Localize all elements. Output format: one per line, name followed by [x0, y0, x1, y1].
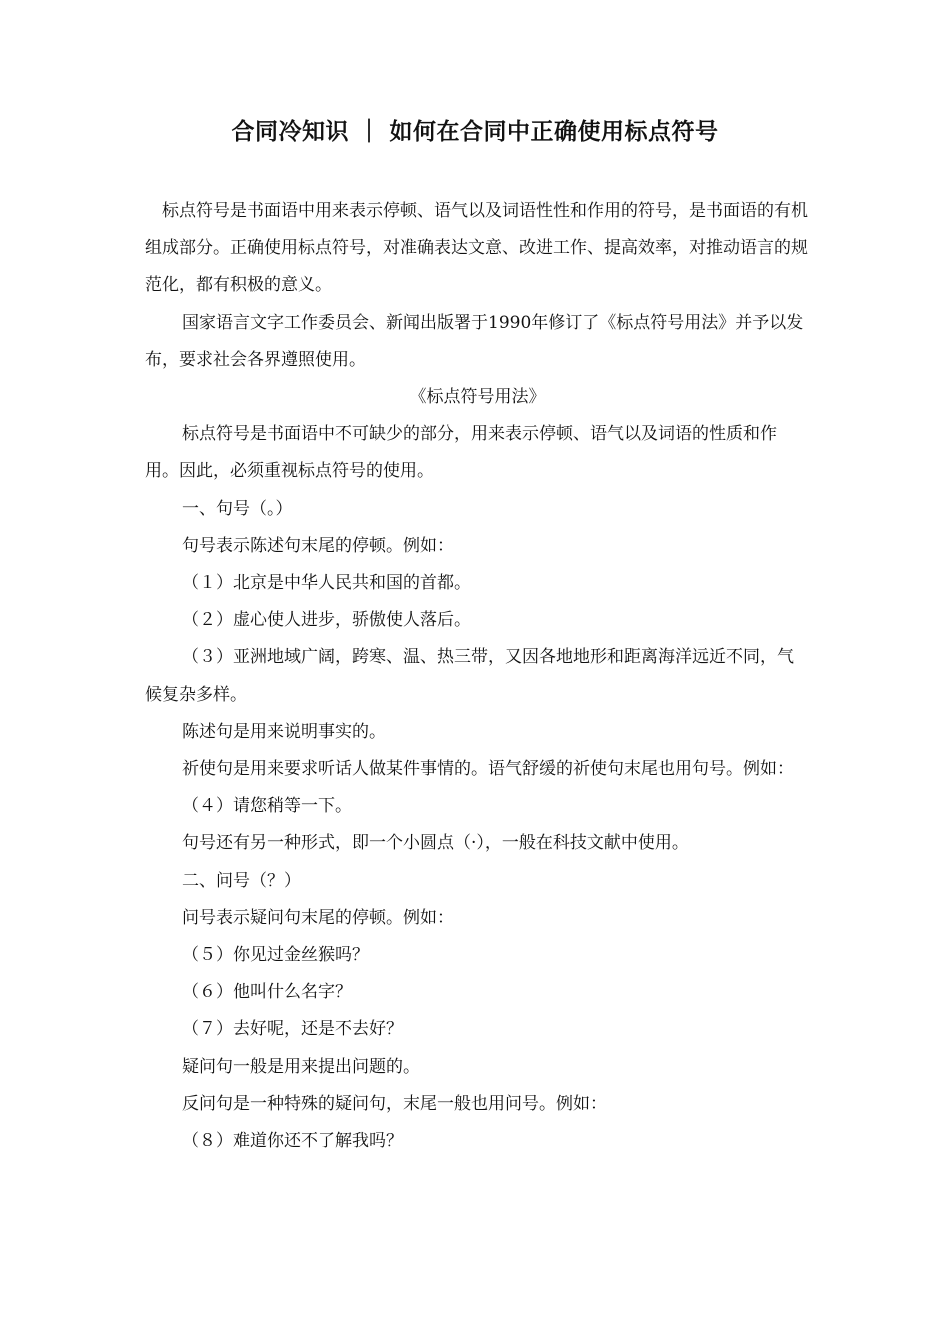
example-7: （７）去好呢，还是不去好？ — [182, 1019, 403, 1040]
paragraph-publication: 国家语言文字工作委员会、新闻出版署于1990年修订了《标点符号用法》并予以发布，要求社会各界遵照使用。 — [145, 312, 804, 370]
paragraph-intro: 标点符号是书面语中用来表示停顿、语气以及词语性性和作用的符号，是书面语的有机组成部分。正确使用标点符号，对准确表达文意、改进工作、提高效率，对推动语言的规范化，都有积极的意义。 — [145, 201, 808, 296]
paragraph-dot-form: 句号还有另一种形式，即一个小圆点（·），一般在科技文献中使用。 — [182, 833, 689, 854]
paragraph-question-definition: 问号表示疑问句末尾的停顿。例如： — [182, 907, 454, 928]
example-6: （６）他叫什么名字？ — [182, 982, 352, 1003]
paragraph-interrogative: 疑问句一般是用来提出问题的。 — [182, 1056, 420, 1077]
example-5: （５）你见过金丝猴吗？ — [182, 945, 369, 966]
paragraph-declarative: 陈述句是用来说明事实的。 — [182, 721, 386, 742]
section-heading-question: 二、问号（？） — [182, 870, 301, 891]
paragraph-imperative: 祈使句是用来要求听话人做某件事情的。语气舒缓的祈使句末尾也用句号。例如： — [182, 759, 794, 780]
paragraph-rhetorical: 反问句是一种特殊的疑问句，末尾一般也用问号。例如： — [182, 1093, 607, 1114]
example-1: （１）北京是中华人民共和国的首都。 — [182, 573, 471, 594]
example-8: （８）难道你还不了解我吗？ — [182, 1131, 403, 1152]
document-body — [145, 193, 810, 1160]
example-3: （３）亚洲地域广阔，跨寒、温、热三带，又因各地地形和距离海洋远近不同，气候复杂多样。 — [145, 647, 794, 705]
example-4: （４）请您稍等一下。 — [182, 796, 352, 817]
paragraph-preface: 标点符号是书面语中不可缺少的部分，用来表示停顿、语气以及词语的性质和作用。因此，必须重视标点符号的使用。 — [145, 424, 777, 482]
section-heading-usage: 《标点符号用法》 — [409, 387, 546, 408]
example-2: （２）虚心使人进步，骄傲使人落后。 — [182, 610, 471, 631]
document-title: 合同冷知识 ｜ 如何在合同中正确使用标点符号 — [231, 119, 719, 145]
paragraph-period-definition: 句号表示陈述句末尾的停顿。例如： — [182, 535, 454, 556]
section-heading-period: 一、句号（。） — [182, 498, 293, 519]
